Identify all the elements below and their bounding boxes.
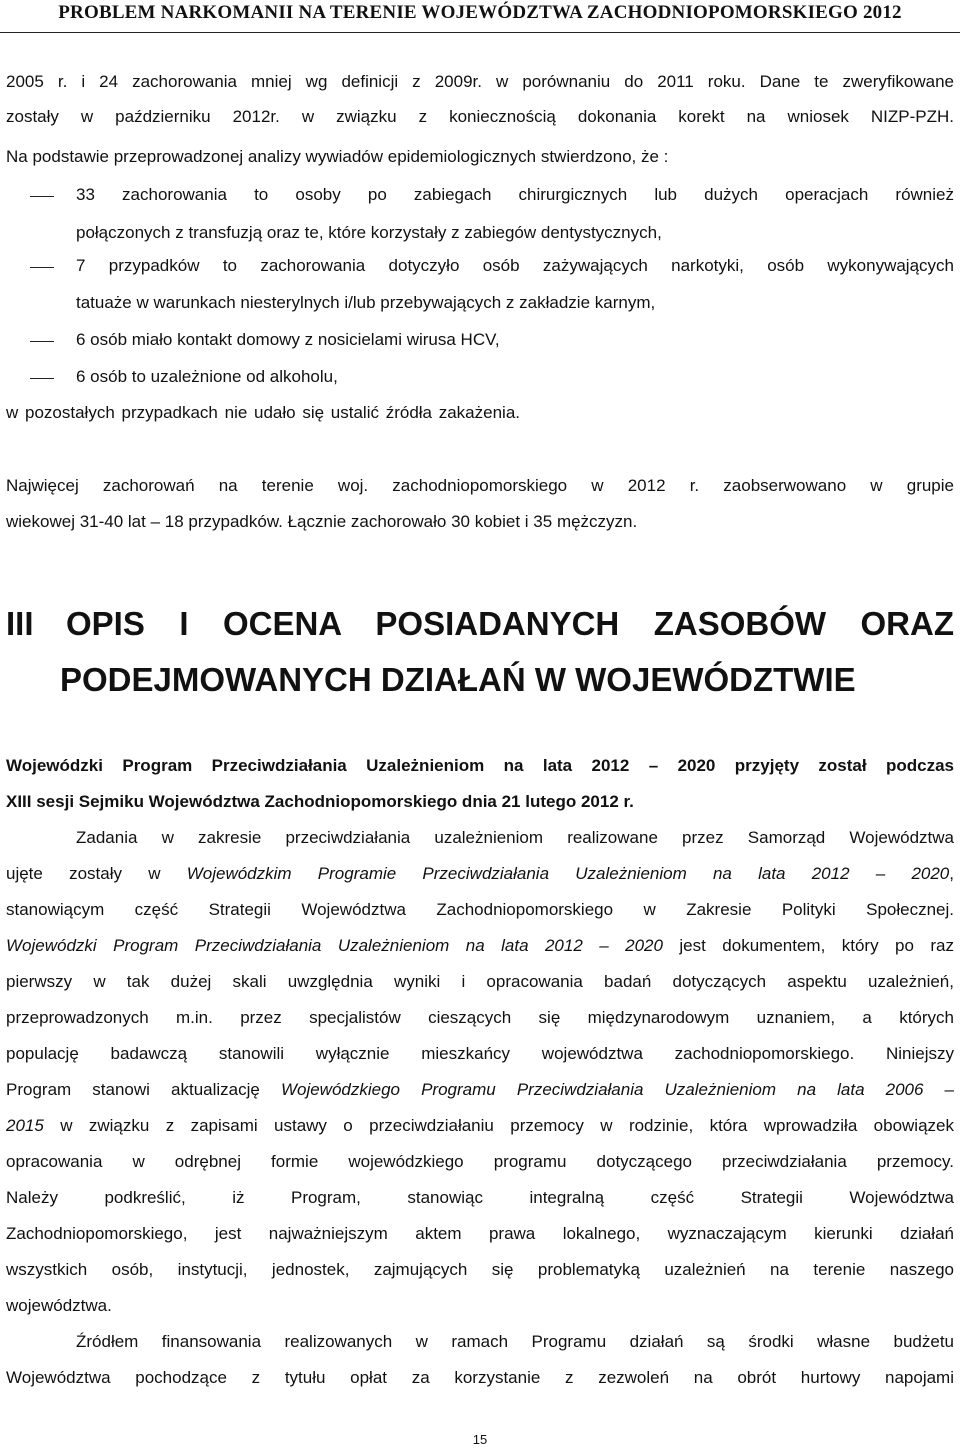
intro-line: Na podstawie przeprowadzonej analizy wywiadów epidemiologicznych stwierdzono, że : [6, 147, 669, 166]
header-divider [0, 32, 960, 33]
bullet-line: 7 przypadków to zachorowania dotyczyło osób zażywających narkotyki, osób wykonywających [76, 256, 954, 275]
page-number: 15 [472, 1432, 488, 1447]
body-line: populację badawczą stanowili wyłącznie mieszkańcy województwa zachodniopomorskiego. Niniejszy [6, 1044, 954, 1063]
bullet-line: 33 zachorowania to osoby po zabiegach chirurgicznych lub dużych operacjach również [76, 185, 954, 204]
body-line: pierwszy w tak dużej skali uwzględnia wyniki i opracowania badań dotyczących aspektu uzależnień, [6, 972, 954, 991]
bullet-dash [30, 341, 54, 342]
bullet-dash [30, 196, 54, 197]
bullet-line: połączonych z transfuzją oraz te, które korzystały z zabiegów dentystycznych, [76, 223, 662, 242]
bold-line: XIII sesji Sejmiku Województwa Zachodniopomorskiego dnia 21 lutego 2012 r. [6, 792, 634, 811]
section-number: III [6, 605, 34, 642]
bold-line: Wojewódzki Program Przeciwdziałania Uzależnieniom na lata 2012 – 2020 przyjęty został podczas [6, 756, 954, 775]
summary-line: wiekowej 31-40 lat – 18 przypadków. Łącznie zachorowało 30 kobiet i 35 mężczyzn. [6, 512, 638, 531]
body-line: Źródłem finansowania realizowanych w ramach Programu działań są środki własne budżetu [76, 1332, 954, 1351]
bullet-line: 6 osób miało kontakt domowy z nosicielami wirusa HCV, [76, 330, 500, 349]
running-header: PROBLEM NARKOMANII NA TERENIE WOJEWÓDZTWA ZACHODNIOPOMORSKIEGO 2012 [58, 2, 902, 23]
body-line: Program stanowi aktualizację Wojewódzkiego Programu Przeciwdziałania Uzależnieniom na lata 2006 – [6, 1080, 954, 1099]
body-line: Wojewódzki Program Przeciwdziałania Uzależnieniom na lata 2012 – 2020 jest dokumentem, który po raz [6, 936, 954, 955]
body-line: Należy podkreślić, iż Program, stanowiąc integralną część Strategii Województwa [6, 1188, 954, 1207]
body-line: stanowiącym część Strategii Województwa Zachodniopomorskiego w Zakresie Polityki Społecznej. [6, 900, 954, 919]
body-line: wszystkich osób, instytucji, jednostek, zajmujących się problematyką uzależnień na terenie naszego [6, 1260, 954, 1279]
body-line: Zachodniopomorskiego, jest najważniejszym aktem prawa lokalnego, wyznaczającym kierunki działań [6, 1224, 954, 1243]
section-title: OPIS I OCENA POSIADANYCH ZASOBÓW ORAZ [66, 605, 954, 642]
body-line: ujęte zostały w Wojewódzkim Programie Przeciwdziałania Uzależnieniom na lata 2012 – 2020, [6, 864, 954, 883]
body-line: w pozostałych przypadkach nie udało się ustalić źródła zakażenia. [6, 403, 520, 422]
bullet-line: 6 osób to uzależnione od alkoholu, [76, 367, 338, 386]
bullet-dash [30, 378, 54, 379]
body-line: Zadania w zakresie przeciwdziałania uzależnieniom realizowane przez Samorząd Województwa [76, 828, 954, 847]
bullet-dash [30, 267, 54, 268]
body-line: Województwa pochodzące z tytułu opłat za korzystanie z zezwoleń na obrót hurtowy napojami [6, 1368, 954, 1387]
intro-line: zostały w październiku 2012r. w związku z koniecznością dokonania korekt na wniosek NIZP-PZH. [6, 107, 954, 126]
bullet-line: tatuaże w warunkach niesterylnych i/lub przebywających z zakładzie karnym, [76, 293, 656, 312]
intro-line: 2005 r. i 24 zachorowania mniej wg definicji z 2009r. w porównaniu do 2011 roku. Dane te zweryfikowane [6, 72, 954, 91]
body-line: 2015 w związku z zapisami ustawy o przeciwdziałaniu przemocy w rodzinie, która wprowadziła obowiązek [6, 1116, 954, 1135]
body-line: opracowania w odrębnej formie wojewódzkiego programu dotyczącego przeciwdziałania przemocy. [6, 1152, 954, 1171]
body-line: przeprowadzonych m.in. przez specjalistów cieszących się międzynarodowym uznaniem, a których [6, 1008, 954, 1027]
section-title: PODEJMOWANYCH DZIAŁAŃ W WOJEWÓDZTWIE [60, 661, 856, 698]
body-line: województwa. [6, 1296, 112, 1315]
summary-line: Najwięcej zachorowań na terenie woj. zachodniopomorskiego w 2012 r. zaobserwowano w grupie [6, 476, 954, 495]
